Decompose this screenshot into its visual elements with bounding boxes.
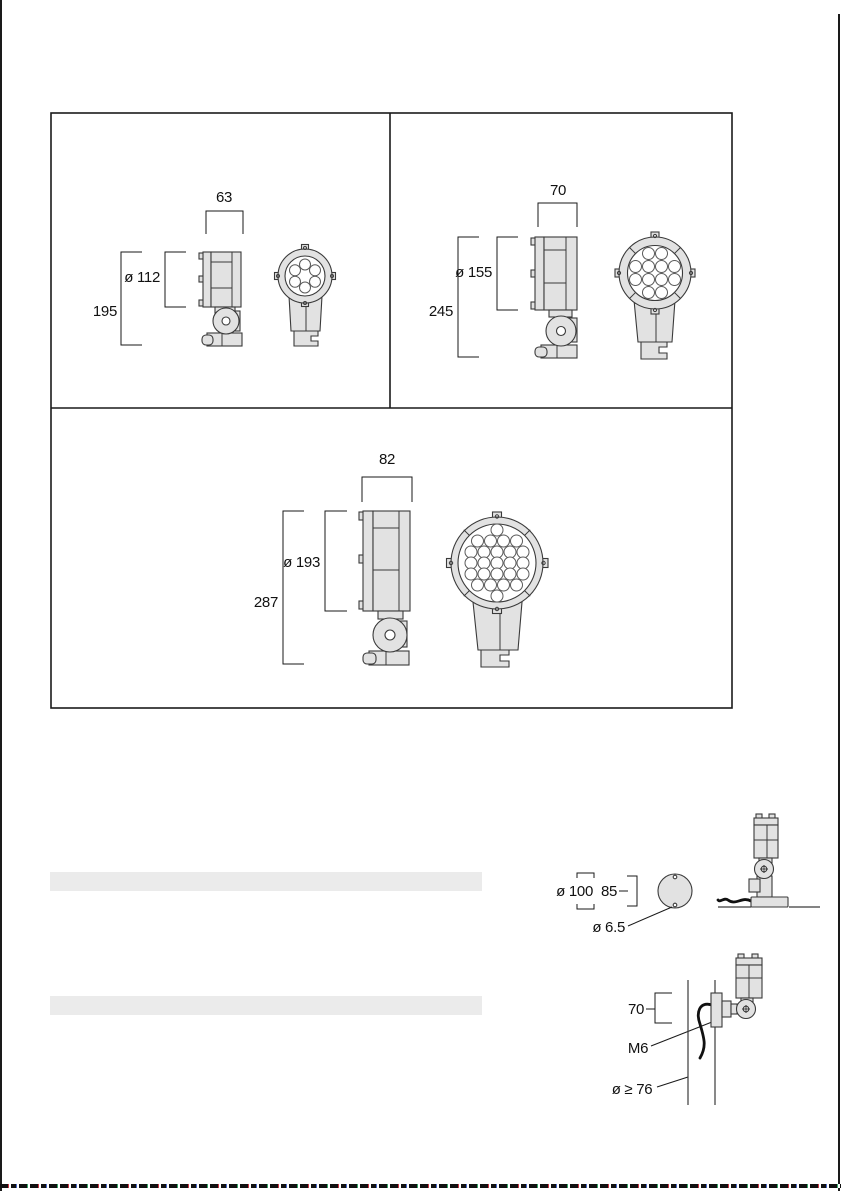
dim-width-large-label: 82 bbox=[378, 451, 396, 468]
surface-plate-diameter-label: ø 100 bbox=[556, 883, 593, 900]
pole-bracket-plate bbox=[711, 993, 722, 1027]
glass-medium bbox=[628, 246, 683, 301]
dim-height-small-label: 195 bbox=[92, 303, 117, 320]
dim-diameter-medium-label: ø 155 bbox=[455, 264, 492, 281]
dim-height-small bbox=[93, 252, 142, 345]
dim-width-medium bbox=[538, 182, 577, 227]
dim-width-small bbox=[206, 189, 243, 234]
dim-width-small-label: 63 bbox=[215, 189, 233, 206]
mounting-hole-top bbox=[673, 875, 677, 879]
dim-diameter-medium bbox=[455, 237, 518, 310]
pole-mount-side-view bbox=[688, 954, 762, 1105]
pole-bracket-spacing-label: 70 bbox=[627, 1001, 645, 1018]
panel-small-front-view bbox=[275, 245, 336, 347]
pole-diameter-label: ø ≥ 76 bbox=[611, 1081, 653, 1098]
surface-mount-detail bbox=[556, 814, 820, 936]
panel-large-side-view bbox=[359, 511, 410, 665]
base-plate-side-view bbox=[751, 897, 788, 907]
power-cable bbox=[718, 899, 751, 902]
pole-power-cable bbox=[698, 1004, 712, 1058]
panel-large bbox=[254, 451, 548, 667]
panel-small-side-view bbox=[199, 252, 242, 346]
panel-small bbox=[93, 189, 336, 346]
dim-diameter-small bbox=[124, 252, 186, 307]
dim-height-large bbox=[254, 511, 304, 664]
panel-medium bbox=[429, 182, 695, 359]
panel-medium-side-view bbox=[531, 237, 577, 358]
mounting-hole-bottom bbox=[673, 903, 677, 907]
dim-diameter-small-label: ø 112 bbox=[124, 269, 160, 286]
dim-diameter-large-label: ø 193 bbox=[283, 554, 320, 571]
surface-hole-spacing-label: 85 bbox=[600, 883, 618, 900]
surface-hole-diameter-label: ø 6.5 bbox=[592, 919, 625, 936]
dim-width-large bbox=[362, 451, 412, 502]
pole-thread-label: M6 bbox=[627, 1040, 649, 1057]
dim-height-medium bbox=[429, 237, 479, 357]
surface-mount-side-view bbox=[718, 814, 820, 907]
dim-height-large-label: 287 bbox=[253, 594, 278, 611]
panel-medium-front-view bbox=[615, 232, 695, 359]
dim-width-medium-label: 70 bbox=[549, 182, 567, 199]
led-array-large bbox=[465, 524, 529, 602]
dim-diameter-large bbox=[283, 511, 347, 611]
dim-height-medium-label: 245 bbox=[428, 303, 453, 320]
pole-mount-detail bbox=[612, 954, 762, 1105]
panel-large-front-view bbox=[447, 512, 549, 667]
